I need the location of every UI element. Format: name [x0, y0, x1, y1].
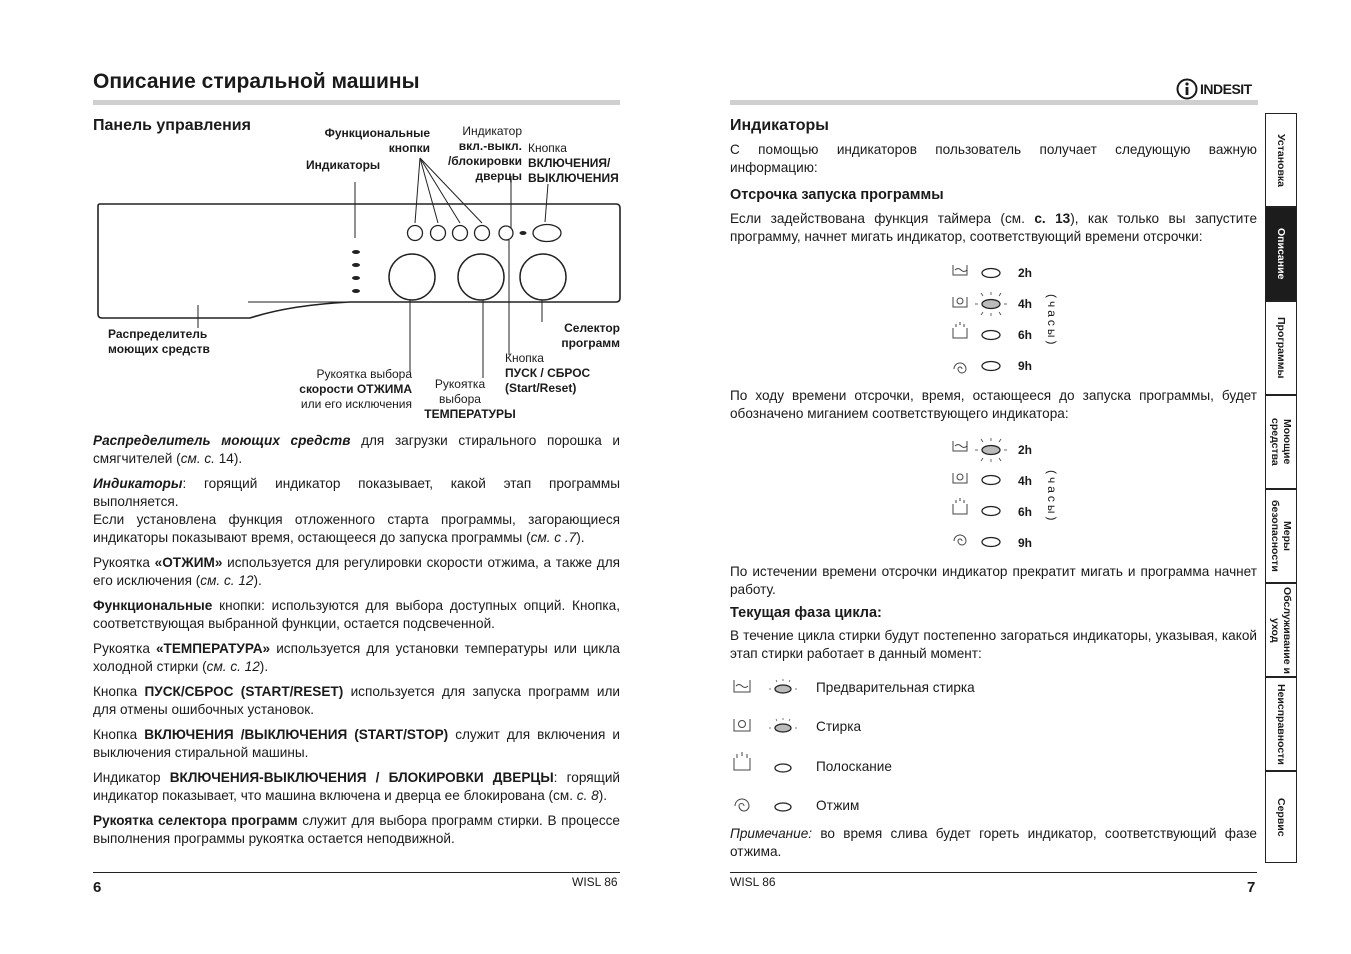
delay-text-2: По ходу времени отсрочки, время, остающееся до запуска программы, будет обозначено миганием соответствующего индикатора:	[730, 388, 1257, 421]
note: Примечание: во время слива будет гореть индикатор, соответствующий фазе отжима.	[730, 826, 1257, 859]
para-temperature: Рукоятка «ТЕМПЕРАТУРА» используется для установки температуры или цикла холодной стирки (см. с. 12).	[93, 641, 620, 674]
label-lock-indicator: Индикатор вкл.-выкл. /блокировки дверцы	[447, 124, 522, 183]
phase-spin: Отжим	[816, 798, 860, 813]
phase-title: Текущая фаза цикла:	[730, 605, 882, 621]
delay-2-hours-word: (часы)	[1045, 470, 1059, 524]
brand-name: INDESIT	[1200, 81, 1252, 97]
label-program-selector: Селектор программ	[561, 321, 620, 350]
tab-installation[interactable]: Установка	[1265, 113, 1297, 207]
delay-title: Отсрочка запуска программы	[730, 187, 944, 203]
phase-wash: Стирка	[816, 719, 862, 734]
left-footer-rule	[93, 872, 620, 873]
para-dispenser: Распределитель моющих средств для загрузки стирального порошка и смягчителей (см. с. 14).	[93, 433, 620, 466]
label-function-buttons: Функциональные кнопки	[324, 126, 430, 155]
para-function-buttons: Функциональные кнопки: используются для выбора доступных опций. Кнопка, соответствующая выбранной функции, остается подсвеченной.	[93, 598, 620, 631]
model-left: WISL 86	[572, 875, 618, 889]
page-number-right: 7	[1247, 879, 1256, 896]
label-temperature-knob: Рукоятка выбора ТЕМПЕРАТУРЫ	[424, 377, 516, 421]
page-title: Описание стиральной машины	[93, 70, 420, 93]
delay-text-3: По истечении времени отсрочки индикатор прекратит мигать и программа начнет работу.	[730, 564, 1257, 597]
phase-prewash: Предварительная стирка	[816, 680, 975, 695]
para-start-reset: Кнопка ПУСК/СБРОС (START/RESET) используется для запуска программ или для отмены ошибочных установок.	[93, 684, 620, 717]
label-indicators: Индикаторы	[306, 158, 381, 172]
phase-text: В течение цикла стирки будут постепенно загораться индикаторы, указывая, какой этап стирки работает в данный момент:	[730, 628, 1257, 661]
tab-safety[interactable]: Меры безопасности	[1265, 489, 1297, 583]
label-power-button: Кнопка ВКЛЮЧЕНИЯ/ ВЫКЛЮЧЕНИЯ	[528, 141, 619, 185]
delay-1-hours-word: (часы)	[1045, 294, 1059, 348]
section-title: Панель управления	[93, 117, 251, 134]
brand-logo	[1176, 78, 1252, 100]
delay-text: Если задействована функция таймера (см. с. 13), как только вы запустите программу, начнет мигать индикатор, соответствующий времени отсрочки:	[730, 211, 1258, 244]
page-number-left: 6	[93, 879, 102, 896]
delay-2-2h: 2h	[1018, 443, 1033, 457]
right-footer-rule	[730, 872, 1257, 873]
label-spin-knob: Рукоятка выбора скорости ОТЖИМА или его исключения	[299, 367, 412, 411]
para-indicators: Индикаторы: горящий индикатор показывает, какой этап программы выполняется. Если установлена функция отложенного старта программы, загорающиеся индикаторы показывают время, остающееся до запуска программы (см. с .7).	[93, 476, 620, 545]
tab-description[interactable]: Описание	[1265, 207, 1297, 301]
para-spin: Рукоятка «ОТЖИМ» используется для регулировки скорости отжима, а также для его исключения (см. с. 12).	[93, 555, 620, 588]
delay-2-9h: 9h	[1018, 536, 1033, 550]
delay-2-4h: 4h	[1018, 474, 1033, 488]
indicators-intro: С помощью индикаторов пользователь получает следующую важную информацию:	[730, 142, 1257, 175]
model-right: WISL 86	[730, 875, 776, 889]
tab-service[interactable]: Сервис	[1265, 771, 1297, 863]
left-body	[93, 432, 620, 848]
indicators-title: Индикаторы	[730, 117, 829, 134]
delay-1-9h: 9h	[1018, 359, 1033, 373]
label-dispenser: Распределитель моющих средств	[108, 327, 210, 356]
phase-rinse: Полоскание	[816, 759, 892, 774]
para-power: Кнопка ВКЛЮЧЕНИЯ /ВЫКЛЮЧЕНИЯ (START/STOP) служит для включения и выключения стиральной машины.	[93, 727, 620, 760]
delay-1-4h: 4h	[1018, 297, 1033, 311]
tab-maintenance[interactable]: Обслуживание и уход	[1265, 583, 1297, 677]
para-lock: Индикатор ВКЛЮЧЕНИЯ-ВЫКЛЮЧЕНИЯ / БЛОКИРОВКИ ДВЕРЦЫ: горящий индикатор показывает, что машина включена и дверца ее блокирована (см. с. 8).	[93, 770, 621, 803]
tab-programs[interactable]: Программы	[1265, 301, 1297, 395]
delay-2-6h: 6h	[1018, 505, 1033, 519]
right-title-rule	[730, 100, 1258, 105]
phase-icons	[728, 672, 808, 822]
tab-troubleshooting[interactable]: Неисправности	[1265, 677, 1297, 771]
brand-logo-icon	[1176, 78, 1198, 100]
para-selector: Рукоятка селектора программ служит для выбора программ стирки. В процессе выполнения программы рукоятка остается неподвижной.	[93, 813, 620, 846]
label-start-reset: Кнопка ПУСК / СБРОС (Start/Reset)	[505, 351, 591, 395]
tab-detergents[interactable]: Моющие средства	[1265, 395, 1297, 489]
delay-1-2h: 2h	[1018, 266, 1033, 280]
delay-1-6h: 6h	[1018, 328, 1033, 342]
title-rule	[93, 100, 620, 105]
